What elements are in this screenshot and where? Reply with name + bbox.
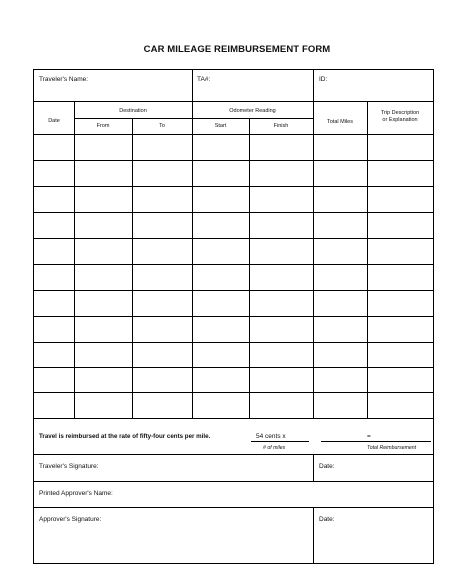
col-line-date bbox=[74, 101, 75, 418]
rate-cents: 54 cents x bbox=[256, 433, 286, 440]
sig-divider-2 bbox=[313, 507, 314, 563]
date-label-1: Date: bbox=[319, 463, 335, 470]
col-date: Date bbox=[48, 118, 60, 124]
col-line-from bbox=[132, 118, 133, 418]
col-finish: Finish bbox=[273, 123, 289, 129]
col-destination: Destination bbox=[119, 108, 147, 114]
col-to: To bbox=[159, 123, 165, 129]
table-row-line bbox=[34, 290, 433, 291]
rate-equals: = bbox=[367, 433, 371, 440]
table-row-line bbox=[34, 160, 433, 161]
table-row-line bbox=[34, 238, 433, 239]
miles-blank-line[interactable] bbox=[251, 441, 309, 442]
col-line-to bbox=[192, 101, 193, 418]
rate-bottom-line bbox=[34, 454, 433, 455]
form-title: CAR MILEAGE REIMBURSEMENT FORM bbox=[143, 44, 331, 55]
subheader-line bbox=[74, 118, 313, 119]
sig-divider-1 bbox=[313, 454, 314, 481]
table-header-bottom bbox=[34, 134, 433, 135]
col-total-miles: Total Miles bbox=[327, 119, 353, 125]
trip-description-line2: or Explanation bbox=[382, 117, 418, 123]
table-row-line bbox=[34, 367, 433, 368]
rate-statement: Travel is reimbursed at the rate of fifty-four cents per mile. bbox=[39, 433, 211, 440]
table-row-line bbox=[34, 316, 433, 317]
printed-approver-label: Printed Approver's Name: bbox=[39, 490, 113, 497]
traveler-name-label: Traveler's Name: bbox=[39, 76, 89, 83]
table-row-line bbox=[34, 212, 433, 213]
header-bottom-line bbox=[34, 101, 433, 102]
trip-description-line1: Trip Description bbox=[380, 110, 420, 116]
header-divider-2 bbox=[313, 70, 314, 101]
table-row-line bbox=[34, 342, 433, 343]
num-miles-caption: # of miles bbox=[263, 445, 286, 451]
col-from: From bbox=[96, 123, 110, 129]
header-divider-1 bbox=[192, 70, 193, 101]
mileage-form bbox=[33, 69, 434, 564]
date-label-2: Date: bbox=[319, 516, 335, 523]
table-bottom-line bbox=[34, 418, 433, 419]
table-row-line bbox=[34, 392, 433, 393]
sig-line-1 bbox=[34, 481, 433, 482]
table-row-line bbox=[34, 264, 433, 265]
sig-line-2 bbox=[34, 507, 433, 508]
table-row-line bbox=[34, 186, 433, 187]
col-line-start bbox=[249, 118, 250, 418]
col-line-total bbox=[367, 101, 368, 418]
col-start: Start bbox=[214, 123, 227, 129]
col-line-finish bbox=[313, 101, 314, 418]
col-odometer: Odometer Reading bbox=[229, 108, 276, 114]
total-blank-line[interactable] bbox=[321, 441, 431, 442]
id-label: ID: bbox=[319, 76, 328, 83]
ta-label: TA#: bbox=[197, 76, 211, 83]
total-reimbursement-caption: Total Reimbursement bbox=[367, 445, 417, 451]
approver-signature-label: Approver's Signature: bbox=[39, 516, 102, 523]
traveler-signature-label: Traveler's Signature: bbox=[39, 463, 99, 470]
col-trip-description bbox=[367, 110, 433, 124]
